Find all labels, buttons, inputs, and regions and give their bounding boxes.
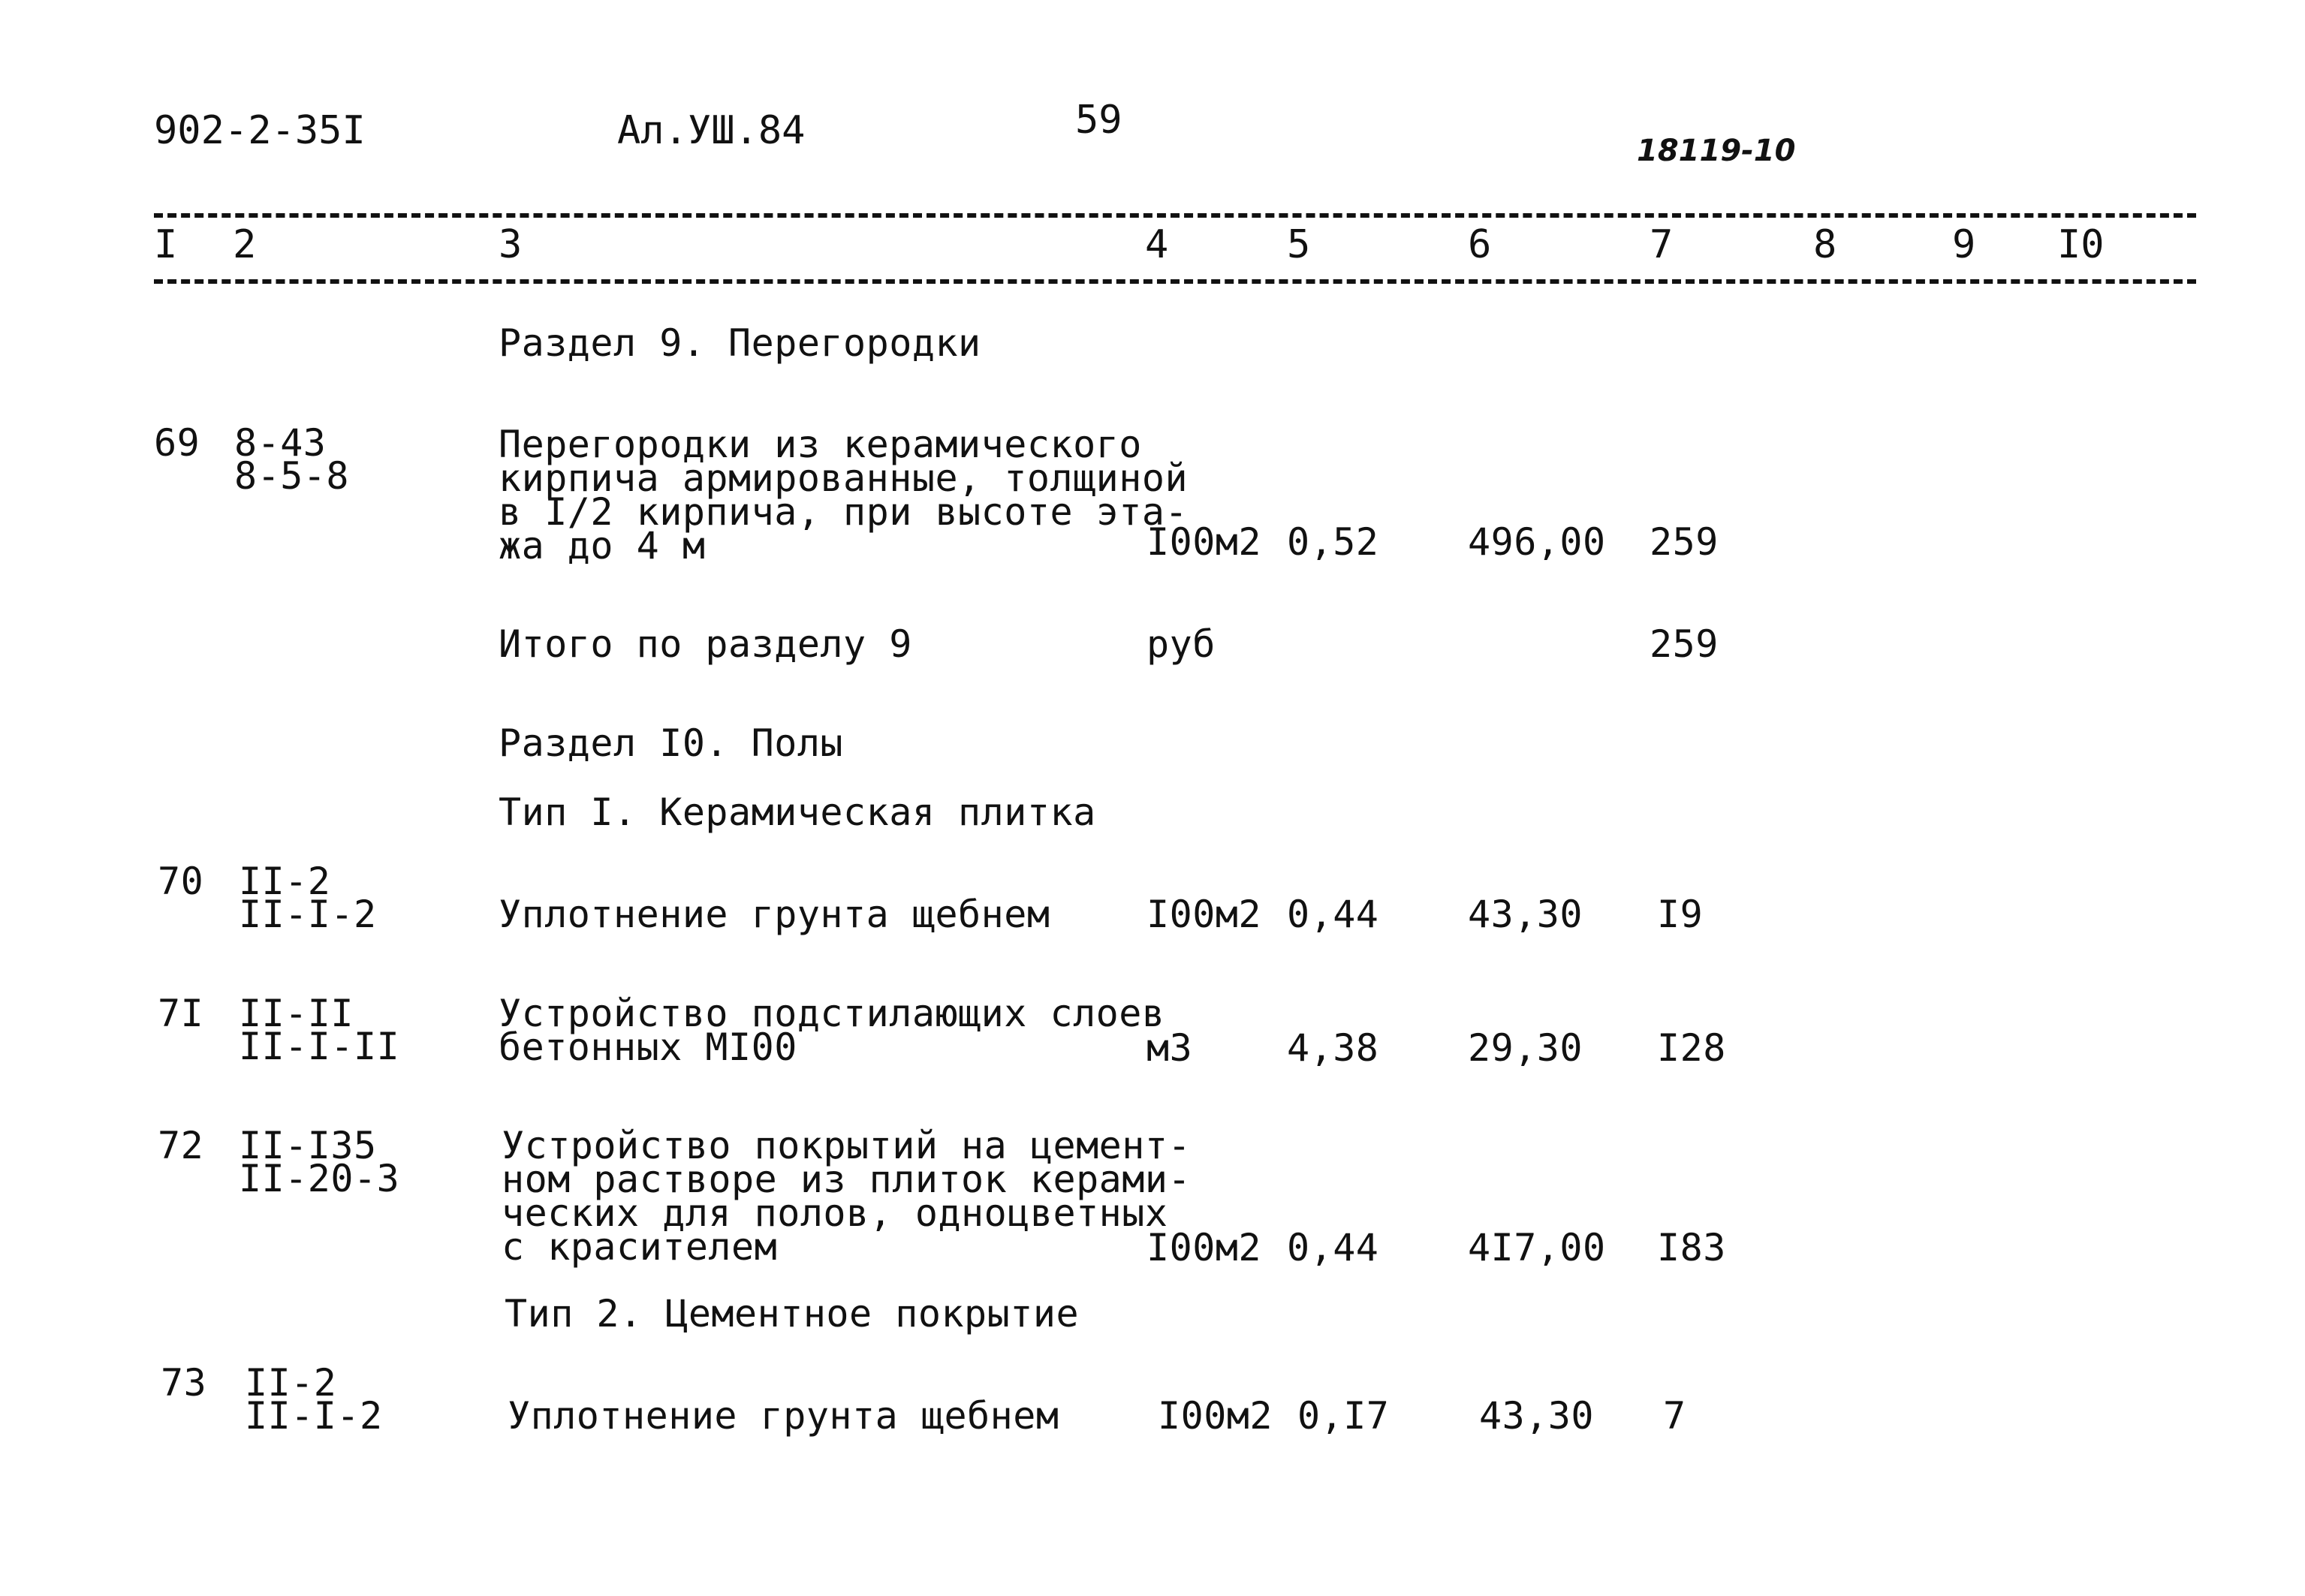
column-number: 5 [1287, 222, 1311, 267]
row-number: 73 [161, 1361, 207, 1405]
column-number: 8 [1813, 222, 1837, 267]
total-cost: 259 [1650, 520, 1719, 564]
handwritten-note: 18119-10 [1637, 134, 1796, 168]
work-description: Устройство покрытий на цемент- ном растворе из плиток керами- ческих для полов, одноцветных с красителем [502, 1124, 1192, 1269]
total-cost: I28 [1657, 1026, 1726, 1070]
price-code: II-2 [239, 860, 331, 903]
unit-price: 496,00 [1468, 520, 1606, 564]
column-number: 4 [1145, 222, 1169, 267]
unit: I00м2 [1146, 1226, 1262, 1269]
column-number: 6 [1468, 222, 1492, 267]
section-title: Раздел 9. Перегородки [499, 321, 981, 365]
unit: I00м2 [1146, 520, 1262, 564]
unit: I00м2 [1146, 893, 1262, 936]
column-number: 3 [499, 222, 523, 267]
quantity: 4,38 [1287, 1026, 1379, 1070]
column-header-top-rule [154, 213, 2196, 218]
total-cost: I83 [1657, 1226, 1726, 1269]
column-header-bottom-rule [154, 279, 2196, 284]
price-code-secondary: II-I-II [239, 1025, 400, 1068]
column-number: I [154, 222, 178, 267]
price-code-secondary: 8-5-8 [234, 454, 350, 498]
row-number: 72 [158, 1124, 204, 1167]
document-code: 902-2-35I [154, 108, 366, 153]
column-number: I0 [2057, 222, 2105, 267]
subtotal-unit: руб [1146, 622, 1216, 666]
unit-price: 4I7,00 [1468, 1226, 1606, 1269]
row-number: 7I [158, 992, 204, 1035]
price-code-secondary: II-I-2 [239, 893, 377, 936]
column-number: 9 [1952, 222, 1976, 267]
quantity: 0,52 [1287, 520, 1379, 564]
price-code: II-2 [245, 1361, 337, 1405]
work-description: Устройство подстилающих слоев бетонных МI00 [499, 992, 1165, 1069]
price-code: 8-43 [234, 421, 327, 465]
quantity: 0,I7 [1297, 1394, 1390, 1438]
work-description: Перегородки из керамического кирпича армированные, толщиной в I/2 кирпича, при высоте эта- жа до 4 м [499, 423, 1189, 568]
quantity: 0,44 [1287, 893, 1379, 936]
column-number: 7 [1650, 222, 1674, 267]
unit-price: 29,30 [1468, 1026, 1583, 1070]
total-cost: I9 [1657, 893, 1704, 936]
unit-price: 43,30 [1479, 1394, 1595, 1438]
unit-price: 43,30 [1468, 893, 1583, 936]
price-code: II-I35 [239, 1124, 377, 1167]
quantity: 0,44 [1287, 1226, 1379, 1269]
section-title: Раздел I0. Полы [499, 721, 844, 765]
page-number: 59 [1075, 98, 1122, 143]
column-number: 2 [233, 222, 257, 267]
work-description: Уплотнение грунта щебнем [499, 893, 1050, 936]
total-cost: 7 [1663, 1394, 1686, 1438]
unit: I00м2 [1158, 1394, 1273, 1438]
row-number: 70 [158, 860, 204, 903]
price-code: II-II [239, 992, 354, 1035]
price-code-secondary: II-20-3 [239, 1157, 400, 1200]
subsection-title: Тип 2. Цементное покрытие [505, 1292, 1080, 1336]
subtotal-total: 259 [1650, 622, 1719, 666]
album-code: Ал.УШ.84 [617, 108, 806, 153]
price-code-secondary: II-I-2 [245, 1394, 383, 1438]
work-description: Уплотнение грунта щебнем [508, 1394, 1059, 1438]
subsection-title: Тип I. Керамическая плитка [499, 790, 1096, 834]
row-number: 69 [154, 421, 200, 465]
subtotal-label: Итого по разделу 9 [499, 622, 912, 666]
unit: м3 [1146, 1026, 1193, 1070]
